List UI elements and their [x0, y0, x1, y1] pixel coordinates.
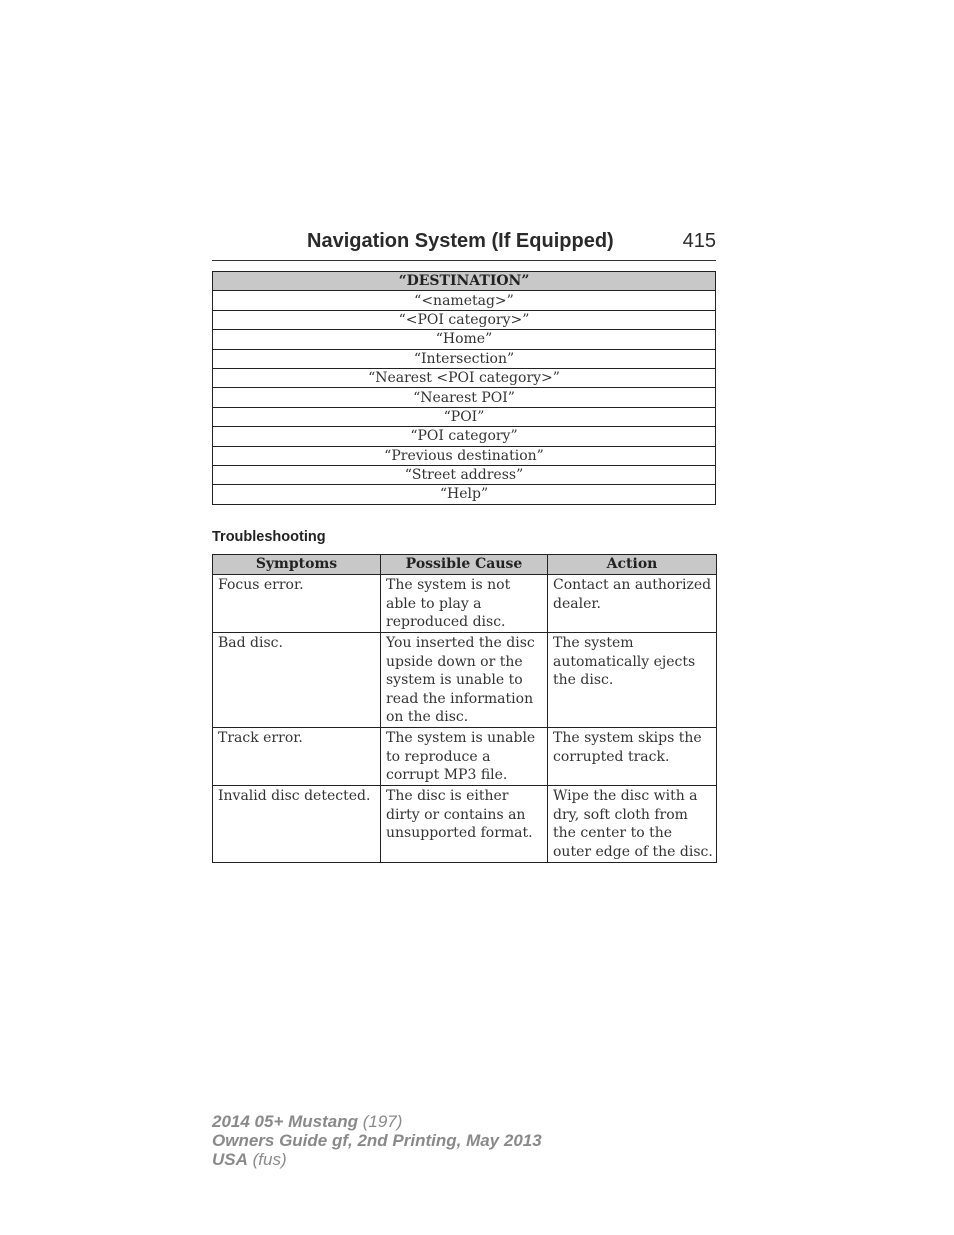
table-row [213, 368, 716, 387]
destination-command: “POI category” [213, 427, 716, 446]
table-row [213, 427, 716, 446]
footer-market-code: (fus) [252, 1150, 287, 1169]
cause-cell: The disc is either dirty or contains an unsupported format. [381, 786, 548, 863]
table-header-row [213, 272, 716, 291]
footer-line [212, 1131, 542, 1150]
destination-heading: “DESTINATION” [213, 272, 716, 291]
table-row [213, 786, 717, 863]
symptom-cell: Focus error. [213, 575, 381, 633]
destination-command: “Intersection” [213, 349, 716, 368]
page-header [212, 228, 716, 261]
troubleshooting-table [212, 554, 717, 863]
cause-cell: You inserted the disc upside down or the system is unable to read the information on the disc. [381, 633, 548, 728]
destination-command: “Home” [213, 330, 716, 349]
action-cell: The system skips the corrupted track. [548, 728, 717, 786]
destination-command: “Street address” [213, 465, 716, 484]
table-row [213, 291, 716, 310]
table-row [213, 407, 716, 426]
destination-command: “Previous destination” [213, 446, 716, 465]
footer-line [212, 1112, 542, 1131]
destination-command: “Nearest <POI category>” [213, 368, 716, 387]
symptom-cell: Invalid disc detected. [213, 786, 381, 863]
cause-cell: The system is not able to play a reproduced disc. [381, 575, 548, 633]
table-row [213, 633, 717, 728]
table-header-row [213, 555, 717, 575]
table-row [213, 446, 716, 465]
table-row [213, 465, 716, 484]
table-row [213, 485, 716, 504]
cause-cell: The system is unable to reproduce a corrupt MP3 file. [381, 728, 548, 786]
column-header-action: Action [548, 555, 717, 575]
page-number: 415 [682, 230, 716, 252]
footer-model-code: (197) [362, 1112, 403, 1131]
action-cell: Wipe the disc with a dry, soft cloth from the center to the outer edge of the disc. [548, 786, 717, 863]
destination-command: “<nametag>” [213, 291, 716, 310]
destination-command: “Help” [213, 485, 716, 504]
table-row [213, 728, 717, 786]
footer-market: USA [212, 1150, 248, 1169]
destination-command: “<POI category>” [213, 310, 716, 329]
table-row [213, 330, 716, 349]
table-row [213, 388, 716, 407]
symptom-cell: Track error. [213, 728, 381, 786]
column-header-symptoms: Symptoms [213, 555, 381, 575]
table-row [213, 310, 716, 329]
footer-guide-info: Owners Guide gf, 2nd Printing, May 2013 [212, 1131, 542, 1150]
document-footer [212, 1112, 542, 1169]
table-row [213, 349, 716, 368]
page-title: Navigation System (If Equipped) [307, 230, 614, 252]
destination-command: “POI” [213, 407, 716, 426]
troubleshooting-heading: Troubleshooting [212, 529, 326, 545]
table-row [213, 575, 717, 633]
destination-command: “Nearest POI” [213, 388, 716, 407]
action-cell: Contact an authorized dealer. [548, 575, 717, 633]
footer-line [212, 1150, 542, 1169]
symptom-cell: Bad disc. [213, 633, 381, 728]
column-header-possible-cause: Possible Cause [381, 555, 548, 575]
destination-commands-table [212, 271, 716, 505]
action-cell: The system automatically ejects the disc. [548, 633, 717, 728]
footer-model: 2014 05+ Mustang [212, 1112, 358, 1131]
